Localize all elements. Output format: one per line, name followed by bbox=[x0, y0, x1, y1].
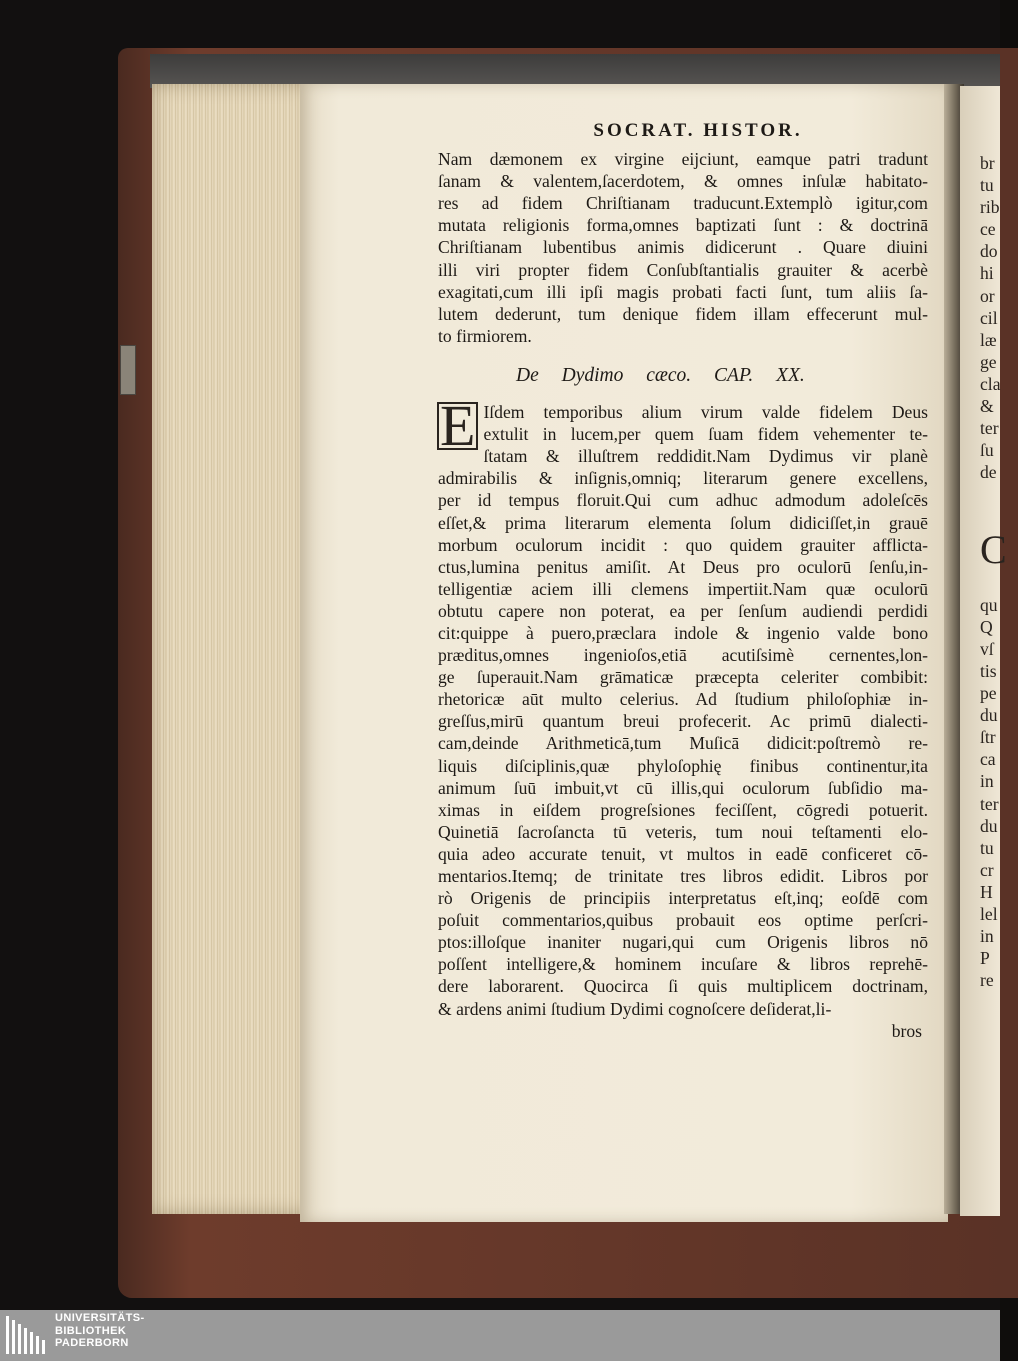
text-line: ptos:illoſque inaniter nugari,qui cum Origenis libros nō bbox=[438, 932, 928, 953]
next-page-fragment: in bbox=[980, 771, 994, 792]
next-page-fragment: H bbox=[980, 881, 993, 902]
text-line: morbum oculorum incidit : quo quidem grauiter afflicta- bbox=[438, 534, 928, 555]
text-line: Iſdem temporibus alium virum valde fidelem Deus bbox=[483, 402, 928, 423]
chapter-paragraph bbox=[438, 393, 928, 1020]
text-line: animum ſuū imbuit,vt cū illis,qui oculorum ſubſidio ma- bbox=[438, 777, 928, 798]
text-line: & ardens animi ſtudium Dydimi cognoſcere deſiderat,li- bbox=[438, 998, 832, 1019]
text-line: cit:quippe à puero,præclara indole & ingenio valde bono bbox=[438, 622, 928, 643]
text-line: to firmiorem. bbox=[438, 325, 532, 346]
next-page-fragment: ter bbox=[980, 793, 999, 814]
catchword: bros bbox=[891, 1020, 922, 1041]
text-line: greſſus,mirū quantum breui profecerit. Ac primū dialecti- bbox=[438, 711, 928, 732]
book-headband bbox=[150, 54, 1000, 88]
text-line: obtutu capere non poterat, ea per ſenſum audiendi perdidi bbox=[438, 600, 928, 621]
next-page-fragment: P bbox=[980, 948, 990, 969]
text-line: ximas in eiſdem progreſsiones feciſſent, cōgredi potuerit. bbox=[438, 799, 928, 820]
next-page-fragment: qu bbox=[980, 594, 998, 615]
text-line: mentarios.Itemq; de trinitate tres libros edidit. Libros por bbox=[438, 866, 928, 886]
text-line: ſanam & valentem,ſacerdotem, & omnes inſulæ habitato- bbox=[438, 171, 928, 192]
next-page-fragment: ge bbox=[980, 351, 997, 372]
next-page-fragment: hi bbox=[980, 263, 994, 284]
page-text bbox=[438, 120, 928, 1042]
library-name bbox=[55, 1312, 145, 1350]
next-page-fragment: Q bbox=[980, 616, 993, 637]
next-page-fragment: ter bbox=[980, 418, 999, 439]
next-page-fragment: ce bbox=[980, 219, 996, 240]
text-line: rhetoricæ aūt multo celerius. Ad ſtudium philoſophiæ in- bbox=[438, 689, 928, 710]
next-page-fragment: lel bbox=[980, 904, 998, 924]
next-page-text bbox=[980, 152, 1010, 991]
next-page-fragment: re bbox=[980, 970, 994, 991]
next-page-fragment: ſtr bbox=[980, 727, 996, 748]
next-page-fragment: cr bbox=[980, 859, 994, 880]
text-line: extulit in lucem,per quem ſuam fidem vehementer te- bbox=[483, 424, 928, 445]
chapter-title: De Dydimo cæco. CAP. XX. bbox=[516, 364, 805, 386]
text-line: telligentiæ aciem illi clemens impertiit.Nam quæ oculorū bbox=[438, 578, 928, 599]
next-page-fragment: du bbox=[980, 705, 998, 726]
next-page-fragment: cla bbox=[980, 373, 1001, 394]
next-page-fragment: ca bbox=[980, 749, 996, 770]
text-line: quia adeo accurate tenuit, vt multos in eadē conficeret cō- bbox=[438, 843, 928, 864]
paragraph-top bbox=[438, 148, 928, 347]
next-page-fragment: in bbox=[980, 926, 994, 947]
next-page-fragment: læ bbox=[980, 329, 997, 350]
next-page-fragment: & bbox=[980, 396, 994, 417]
text-line: Chriſtianam lubentibus animis didicerunt . Quare diuini bbox=[438, 237, 928, 258]
next-page-fragment bbox=[980, 483, 1010, 505]
library-logo-icon bbox=[0, 1310, 52, 1361]
next-page-fragment: du bbox=[980, 815, 998, 836]
next-page-fragment: C bbox=[980, 526, 1007, 572]
next-page-fragment: cil bbox=[980, 307, 998, 328]
text-line: lutem dederunt, tum denique fidem illam effecerunt mul- bbox=[438, 303, 928, 324]
library-name-line: BIBLIOTHEK bbox=[55, 1324, 127, 1337]
text-line: rò Origenis de principiis interpretatus eſt,inq; eoſdē com bbox=[438, 888, 928, 909]
text-line: admirabilis & inſignis,omniq; literarum genere excellens, bbox=[438, 468, 928, 489]
text-line: res ad fidem Chriſtianam traducunt.Extemplò igitur,com bbox=[438, 193, 928, 214]
text-line: mutata religionis forma,omnes baptizati ſunt : & doctrinā bbox=[438, 215, 928, 236]
text-line: præditus,omnes ingenioſos,etiā acutiſsimè cernentes,lon- bbox=[438, 645, 928, 666]
next-page-fragment: de bbox=[980, 462, 997, 483]
next-page-fragment: rib bbox=[980, 197, 1000, 218]
clasp bbox=[120, 345, 136, 395]
running-head: SOCRAT. HISTOR. bbox=[593, 120, 803, 141]
text-line: exagitati,cum illi ipſi magis probati facti ſunt, tum aliis ſa- bbox=[438, 281, 928, 302]
next-page-fragment: br bbox=[980, 153, 995, 173]
text-line: per id tempus floruit.Qui cum adhuc admodum adoleſcēs bbox=[438, 490, 928, 511]
drop-initial: E bbox=[440, 393, 476, 459]
text-line: poſuit commentarios,quibus probauit eos optime perſcri- bbox=[438, 910, 928, 931]
text-line: Nam dæmonem ex virgine eijciunt, eamque patri tradunt bbox=[438, 149, 928, 170]
library-name-line: PADERBORN bbox=[55, 1337, 129, 1349]
next-page-fragment: vſ bbox=[980, 638, 994, 659]
next-page-fragment: tis bbox=[980, 660, 997, 681]
page-edges bbox=[152, 84, 312, 1214]
text-line: Quinetiā ſacroſancta tū veteris, tum noui teſtamenti elo- bbox=[438, 821, 928, 842]
text-line: ge ſuperauit.Nam grāmaticæ præcepta celeriter combibit: bbox=[438, 667, 928, 688]
text-line: illi viri propter fidem Conſubſtantialis grauiter & acerbè bbox=[438, 259, 928, 280]
text-line: dere laborarent. Quocirca ſi quis multiplicem doctrinam, bbox=[438, 976, 928, 997]
next-page-fragment: ſu bbox=[980, 440, 994, 461]
text-line: poſſent intelligere,& hominem incuſare & libros reprehē- bbox=[438, 954, 928, 975]
next-page-fragment: tu bbox=[980, 175, 994, 196]
text-line: ſtatam & illuſtrem reddidit.Nam Dydimus vir planè bbox=[483, 446, 928, 467]
text-line: liquis diſciplinis,quæ phyloſophię finibus continentur,ita bbox=[438, 755, 928, 776]
footer-bar bbox=[0, 1310, 1000, 1361]
text-line: cam,deinde Arithmeticā,tum Muſicā didicit:poſtremò re- bbox=[438, 733, 928, 754]
chapter-lines bbox=[438, 393, 928, 1020]
next-page-fragment: pe bbox=[980, 683, 997, 704]
library-name-line: UNIVERSITÄTS- bbox=[55, 1312, 145, 1324]
next-page-fragment: or bbox=[980, 285, 995, 306]
next-page-fragment bbox=[980, 572, 1010, 594]
next-page-fragment bbox=[980, 506, 1010, 528]
next-page-fragment: do bbox=[980, 241, 998, 262]
next-page-fragment: tu bbox=[980, 837, 994, 858]
text-line: eſſet,& prima literarum elementa ſolum didiciſſet,in grauē bbox=[438, 512, 928, 533]
text-line: ctus,lumina penitus amiſit. At Deus pro oculorū ſenſu,in- bbox=[438, 556, 928, 577]
